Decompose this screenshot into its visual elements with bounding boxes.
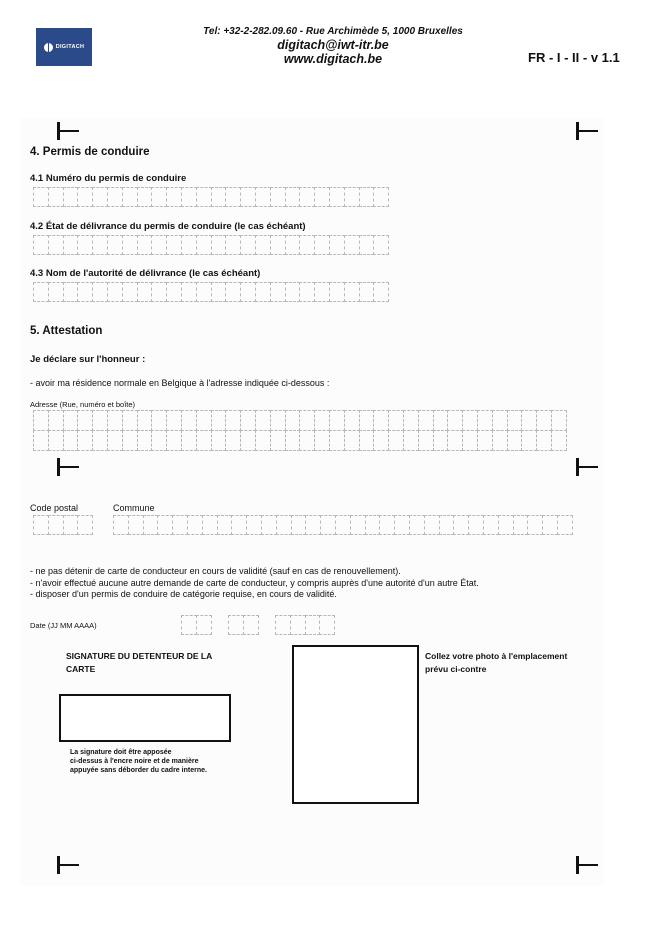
char-box[interactable] (477, 430, 493, 451)
char-box[interactable] (275, 615, 291, 635)
char-box[interactable] (299, 410, 315, 431)
char-box[interactable] (462, 430, 478, 451)
contact-line: Tel: +32-2-282.09.60 - Rue Archimède 5, 1000 Bruxelles (203, 26, 463, 37)
char-box[interactable] (48, 187, 64, 207)
char-box[interactable] (350, 515, 366, 535)
char-box[interactable] (329, 430, 345, 451)
contact-email: digitach@iwt-itr.be (277, 38, 389, 52)
char-box[interactable] (314, 282, 330, 302)
char-box[interactable] (196, 430, 212, 451)
char-box[interactable] (542, 515, 558, 535)
char-box[interactable] (196, 187, 212, 207)
char-box[interactable] (270, 282, 286, 302)
char-box[interactable] (92, 430, 108, 451)
licence-number-input[interactable] (33, 187, 388, 207)
char-box[interactable] (299, 187, 315, 207)
char-box[interactable] (107, 187, 123, 207)
char-box[interactable] (166, 282, 182, 302)
registration-mark-icon (576, 458, 598, 476)
char-box[interactable] (77, 430, 93, 451)
char-box[interactable] (314, 410, 330, 431)
char-box[interactable] (137, 187, 153, 207)
char-box[interactable] (137, 282, 153, 302)
char-box[interactable] (418, 410, 434, 431)
char-box[interactable] (344, 410, 360, 431)
char-box[interactable] (379, 515, 395, 535)
char-box[interactable] (270, 410, 286, 431)
char-box[interactable] (48, 430, 64, 451)
address-row-2[interactable] (33, 430, 566, 451)
char-box[interactable] (63, 515, 79, 535)
char-box[interactable] (240, 410, 256, 431)
char-box[interactable] (211, 410, 227, 431)
char-box[interactable] (359, 430, 375, 451)
char-box[interactable] (329, 410, 345, 431)
char-box[interactable] (557, 515, 573, 535)
char-box[interactable] (424, 515, 440, 535)
char-box[interactable] (403, 430, 419, 451)
char-box[interactable] (344, 430, 360, 451)
char-box[interactable] (270, 235, 286, 255)
char-box[interactable] (261, 515, 277, 535)
char-box[interactable] (172, 515, 188, 535)
signature-note (70, 748, 207, 775)
signature-note-line: ci-dessus à l'encre noire et de manière (70, 758, 199, 765)
char-box[interactable] (196, 282, 212, 302)
address-label: Adresse (Rue, numéro et boîte) (30, 400, 136, 409)
char-box[interactable] (255, 430, 271, 451)
char-box[interactable] (225, 187, 241, 207)
char-box[interactable] (202, 515, 218, 535)
char-box[interactable] (240, 430, 256, 451)
char-box[interactable] (211, 282, 227, 302)
char-box[interactable] (77, 282, 93, 302)
char-box[interactable] (447, 430, 463, 451)
char-box[interactable] (151, 235, 167, 255)
char-box[interactable] (196, 410, 212, 431)
char-box[interactable] (492, 430, 508, 451)
char-box[interactable] (211, 187, 227, 207)
issuing-authority-label: 4.3 Nom de l'autorité de délivrance (le cas échéant) (30, 268, 261, 279)
char-box[interactable] (128, 515, 144, 535)
issuing-state-input[interactable] (33, 235, 388, 255)
char-box[interactable] (181, 235, 197, 255)
logo-text: DIGITACH (55, 44, 85, 50)
photo-box[interactable] (292, 645, 419, 804)
registration-mark-icon (57, 458, 79, 476)
contact-website: www.digitach.be (283, 52, 383, 66)
date-label: Date (JJ MM AAAA) (30, 621, 97, 630)
char-box[interactable] (507, 410, 523, 431)
char-box[interactable] (433, 410, 449, 431)
char-box[interactable] (77, 410, 93, 431)
address-row-1[interactable] (33, 410, 566, 431)
char-box[interactable] (285, 430, 301, 451)
char-box[interactable] (305, 515, 321, 535)
char-box[interactable] (157, 515, 173, 535)
char-box[interactable] (122, 410, 138, 431)
postal-code-label: Code postal (30, 503, 79, 513)
signature-title: SIGNATURE DU DETENTEUR DE LA CARTE (66, 651, 212, 674)
char-box[interactable] (299, 235, 315, 255)
char-box[interactable] (527, 515, 543, 535)
char-box[interactable] (151, 282, 167, 302)
declaration-item: - disposer d'un permis de conduire de catégorie requise, en cours de validité. (30, 589, 337, 599)
char-box[interactable] (359, 410, 375, 431)
address-input[interactable] (33, 410, 566, 451)
char-box[interactable] (107, 282, 123, 302)
char-box[interactable] (299, 430, 315, 451)
char-box[interactable] (359, 187, 375, 207)
char-box[interactable] (314, 235, 330, 255)
char-box[interactable] (240, 282, 256, 302)
char-box[interactable] (107, 235, 123, 255)
commune-input[interactable] (113, 515, 572, 535)
date-month-input[interactable] (228, 615, 258, 635)
char-box[interactable] (122, 187, 138, 207)
declaration-item: - n'avoir effectué aucune autre demande de carte de conducteur, y compris auprès d'une autorité d'un autre État. (30, 577, 479, 588)
char-box[interactable] (122, 235, 138, 255)
registration-mark-icon (57, 122, 79, 140)
char-box[interactable] (291, 515, 307, 535)
char-box[interactable] (63, 235, 79, 255)
char-box[interactable] (477, 410, 493, 431)
char-box[interactable] (137, 430, 153, 451)
char-box[interactable] (107, 430, 123, 451)
char-box[interactable] (107, 410, 123, 431)
postal-code-input[interactable] (33, 515, 92, 535)
char-box[interactable] (551, 430, 567, 451)
char-box[interactable] (373, 430, 389, 451)
char-box[interactable] (137, 410, 153, 431)
char-box[interactable] (305, 615, 321, 635)
char-box[interactable] (492, 410, 508, 431)
char-box[interactable] (181, 430, 197, 451)
char-box[interactable] (388, 410, 404, 431)
char-box[interactable] (314, 187, 330, 207)
char-box[interactable] (521, 410, 537, 431)
char-box[interactable] (329, 187, 345, 207)
char-box[interactable] (211, 430, 227, 451)
char-box[interactable] (63, 187, 79, 207)
section-5-title: 5. Attestation (30, 325, 103, 337)
char-box[interactable] (166, 235, 182, 255)
char-box[interactable] (181, 615, 197, 635)
char-box[interactable] (63, 282, 79, 302)
char-box[interactable] (344, 282, 360, 302)
photo-instruction: Collez votre photo à l'emplacement prévu ci-contre (425, 651, 568, 674)
char-box[interactable] (151, 187, 167, 207)
char-box[interactable] (319, 615, 335, 635)
char-box[interactable] (373, 410, 389, 431)
char-box[interactable] (285, 235, 301, 255)
char-box[interactable] (77, 515, 93, 535)
licence-number-label: 4.1 Numéro du permis de conduire (30, 173, 187, 184)
char-box[interactable] (166, 410, 182, 431)
char-box[interactable] (373, 187, 389, 207)
char-box[interactable] (231, 515, 247, 535)
char-box[interactable] (335, 515, 351, 535)
char-box[interactable] (181, 410, 197, 431)
char-box[interactable] (225, 430, 241, 451)
char-box[interactable] (359, 235, 375, 255)
char-box[interactable] (270, 187, 286, 207)
char-box[interactable] (187, 515, 203, 535)
issuing-state-label: 4.2 État de délivrance du permis de conduire (le cas échéant) (30, 221, 306, 232)
char-box[interactable] (483, 515, 499, 535)
char-box[interactable] (388, 430, 404, 451)
char-box[interactable] (447, 410, 463, 431)
char-box[interactable] (255, 410, 271, 431)
char-box[interactable] (122, 430, 138, 451)
char-box[interactable] (498, 515, 514, 535)
char-box[interactable] (285, 187, 301, 207)
char-box[interactable] (373, 282, 389, 302)
char-box[interactable] (225, 410, 241, 431)
declaration-item: - ne pas détenir de carte de conducteur en cours de validité (sauf en cas de renouvellement). (30, 566, 401, 576)
char-box[interactable] (137, 235, 153, 255)
char-box[interactable] (403, 410, 419, 431)
char-box[interactable] (285, 282, 301, 302)
char-box[interactable] (181, 187, 197, 207)
declarations-list (30, 566, 479, 601)
char-box[interactable] (551, 410, 567, 431)
char-box[interactable] (217, 515, 233, 535)
char-box[interactable] (468, 515, 484, 535)
char-box[interactable] (365, 515, 381, 535)
char-box[interactable] (48, 410, 64, 431)
char-box[interactable] (255, 282, 271, 302)
signature-note-line: appuyée sans déborder du cadre interne. (70, 767, 207, 774)
char-box[interactable] (92, 187, 108, 207)
char-box[interactable] (255, 235, 271, 255)
char-box[interactable] (33, 515, 49, 535)
char-box[interactable] (151, 410, 167, 431)
char-box[interactable] (246, 515, 262, 535)
char-box[interactable] (285, 410, 301, 431)
char-box[interactable] (290, 615, 306, 635)
char-box[interactable] (299, 282, 315, 302)
signature-note-line: La signature doit être apposée (70, 749, 172, 756)
char-box[interactable] (33, 235, 49, 255)
char-box[interactable] (359, 282, 375, 302)
char-box[interactable] (151, 430, 167, 451)
signature-box[interactable] (59, 694, 231, 742)
char-box[interactable] (418, 430, 434, 451)
issuing-authority-input[interactable] (33, 282, 388, 302)
char-box[interactable] (270, 430, 286, 451)
char-box[interactable] (77, 235, 93, 255)
char-box[interactable] (225, 282, 241, 302)
char-box[interactable] (33, 430, 49, 451)
char-box[interactable] (181, 282, 197, 302)
char-box[interactable] (92, 235, 108, 255)
char-box[interactable] (92, 410, 108, 431)
char-box[interactable] (320, 515, 336, 535)
char-box[interactable] (255, 187, 271, 207)
char-box[interactable] (240, 235, 256, 255)
commune-label: Commune (113, 503, 155, 513)
char-box[interactable] (33, 282, 49, 302)
form-version: FR - I - II - v 1.1 (528, 50, 620, 65)
char-box[interactable] (329, 235, 345, 255)
char-box[interactable] (113, 515, 129, 535)
char-box[interactable] (143, 515, 159, 535)
registration-mark-icon (57, 856, 79, 874)
date-year-input[interactable] (275, 615, 334, 635)
registration-mark-icon (576, 122, 598, 140)
char-box[interactable] (48, 515, 64, 535)
char-box[interactable] (433, 430, 449, 451)
char-box[interactable] (513, 515, 529, 535)
char-box[interactable] (521, 430, 537, 451)
declaration-heading: Je déclare sur l'honneur : (30, 354, 146, 365)
char-box[interactable] (92, 282, 108, 302)
char-box[interactable] (63, 410, 79, 431)
char-box[interactable] (439, 515, 455, 535)
section-4-title: 4. Permis de conduire (30, 146, 150, 158)
char-box[interactable] (243, 615, 259, 635)
char-box[interactable] (453, 515, 469, 535)
char-box[interactable] (536, 430, 552, 451)
char-box[interactable] (329, 282, 345, 302)
char-box[interactable] (225, 235, 241, 255)
char-box[interactable] (344, 187, 360, 207)
date-day-input[interactable] (181, 615, 211, 635)
char-box[interactable] (276, 515, 292, 535)
char-box[interactable] (228, 615, 244, 635)
char-box[interactable] (409, 515, 425, 535)
char-box[interactable] (536, 410, 552, 431)
char-box[interactable] (394, 515, 410, 535)
char-box[interactable] (196, 235, 212, 255)
char-box[interactable] (373, 235, 389, 255)
char-box[interactable] (48, 282, 64, 302)
char-box[interactable] (48, 235, 64, 255)
char-box[interactable] (77, 187, 93, 207)
registration-mark-icon (576, 856, 598, 874)
char-box[interactable] (122, 282, 138, 302)
char-box[interactable] (211, 235, 227, 255)
char-box[interactable] (507, 430, 523, 451)
char-box[interactable] (314, 430, 330, 451)
residence-statement: - avoir ma résidence normale en Belgique à l'adresse indiquée ci-dessous : (30, 378, 330, 388)
char-box[interactable] (240, 187, 256, 207)
char-box[interactable] (63, 430, 79, 451)
char-box[interactable] (196, 615, 212, 635)
char-box[interactable] (33, 187, 49, 207)
char-box[interactable] (33, 410, 49, 431)
char-box[interactable] (344, 235, 360, 255)
char-box[interactable] (166, 430, 182, 451)
char-box[interactable] (462, 410, 478, 431)
char-box[interactable] (166, 187, 182, 207)
